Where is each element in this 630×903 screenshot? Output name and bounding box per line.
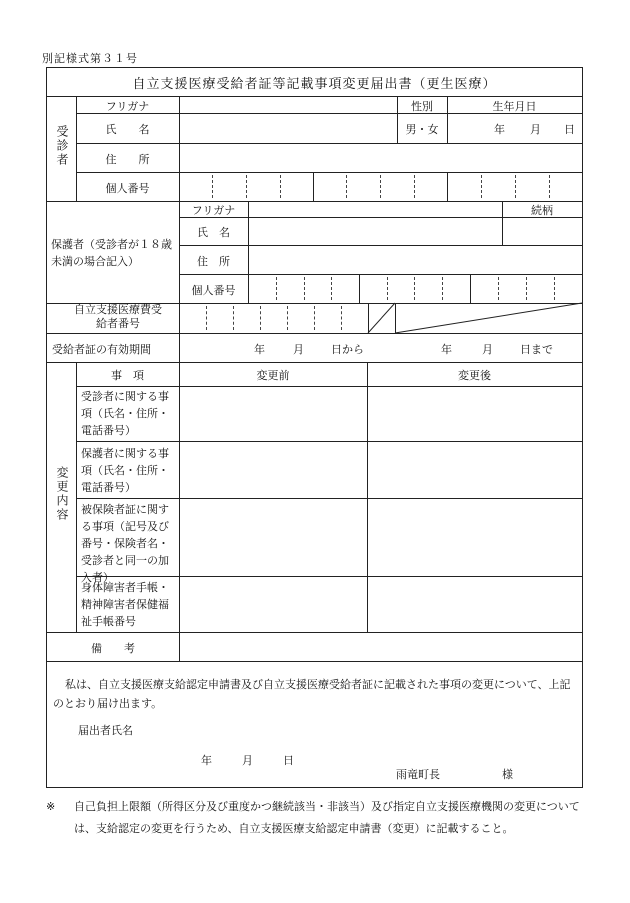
guardian-address-label: 住 所 (197, 255, 230, 268)
note-text: 自己負担上限額（所得区分及び重度かつ継続該当・非該当）及び指定自立支援医療機関の変更については、支給認定の変更を行うため、自立支援医療支給認定申請書（変更）に記載すること。 (74, 800, 580, 835)
validity-label: 受給者証の有効期間 (52, 343, 151, 356)
validity-to-year: 年 (441, 343, 452, 356)
change-row-label: 被保険者証に関する事項（記号及び番号・保険者名・受診者と同一の加入者） (81, 503, 169, 584)
change-row-label: 身体障害者手帳・精神障害者保健福祉手帳番号 (81, 581, 169, 628)
dob-day: 日 (564, 123, 575, 136)
patient-section-label: 受診者 (55, 125, 69, 167)
validity-from-year: 年 (254, 343, 265, 356)
applicant-label: 届出者氏名 (78, 724, 133, 737)
addressee: 雨竜町長 (396, 768, 440, 781)
form-number: 別記様式第３１号 (42, 52, 138, 65)
patient-address-label: 住 所 (105, 153, 150, 166)
gender-value[interactable]: 男・女 (405, 123, 439, 136)
note-mark: ※ (46, 800, 56, 813)
change-before-header: 変更前 (256, 369, 290, 382)
date-year: 年 (201, 754, 212, 767)
guardian-furigana-label: フリガナ (191, 204, 236, 217)
change-section-label: 変更内容 (55, 466, 69, 522)
validity-to-month: 月 (482, 343, 493, 356)
relationship-label: 続柄 (531, 204, 553, 217)
patient-name-label: 氏 名 (105, 123, 150, 136)
patient-personal-number-label: 個人番号 (105, 182, 150, 195)
form-title: 自立支援医療受給者証等記載事項変更届出書（更生医療） (132, 77, 497, 92)
gender-header: 性別 (411, 100, 433, 113)
validity-from-day: 日から (331, 343, 364, 356)
patient-furigana-label: フリガナ (105, 100, 150, 113)
change-row-label: 受診者に関する事項（氏名・住所・電話番号） (81, 390, 169, 437)
date-month: 月 (242, 754, 253, 767)
date-day: 日 (283, 754, 294, 767)
honorific: 様 (502, 768, 513, 781)
change-after-header: 変更後 (458, 369, 491, 382)
guardian-section-label: 保護者（受診者が１８歳未満の場合記入） (51, 238, 172, 268)
validity-to-day: 日まで (520, 343, 553, 356)
dob-month: 月 (530, 123, 541, 136)
dob-year: 年 (494, 123, 505, 136)
recipient-number-label: 自立支援医療費受給者番号 (74, 303, 162, 330)
change-item-header: 事 項 (111, 369, 144, 382)
guardian-personal-number-label: 個人番号 (191, 284, 236, 297)
dob-header: 生年月日 (492, 100, 537, 113)
declaration-text: 私は、自立支援医療支給認定申請書及び自立支援医療受給者証に記載された事項の変更について、上記のとおり届け出ます。 (53, 678, 571, 710)
guardian-name-label: 氏 名 (197, 226, 230, 239)
validity-from-month: 月 (293, 343, 304, 356)
change-row-label: 保護者に関する事項（氏名・住所・電話番号） (81, 447, 169, 494)
remarks-label: 備 考 (91, 642, 135, 655)
